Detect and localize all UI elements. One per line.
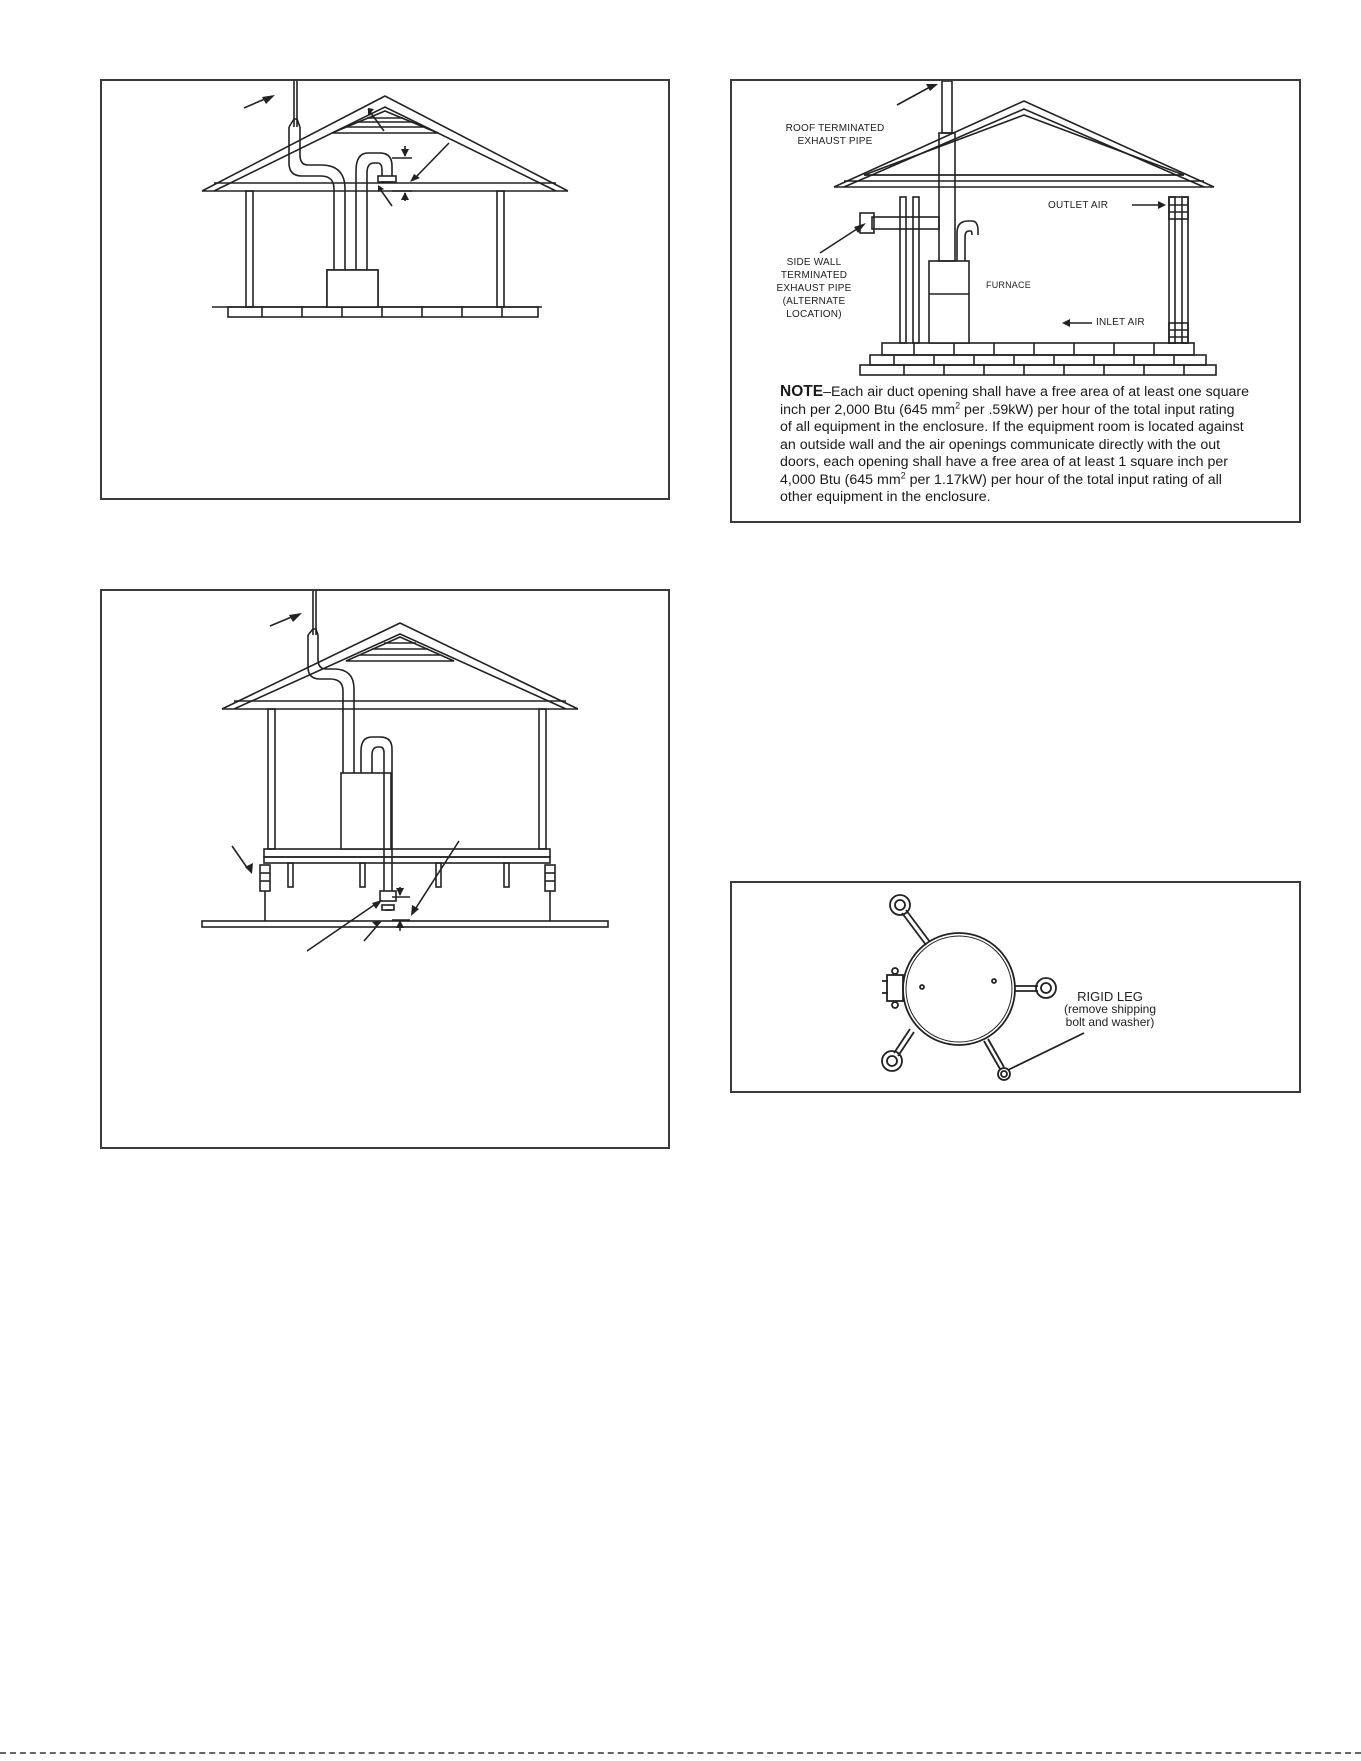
crawlspace-drawing	[102, 591, 667, 1146]
legs-drawing	[732, 883, 1298, 1091]
side-wall-label-line4: (ALTERNATE	[782, 296, 846, 307]
furnace-label: FURNACE	[986, 280, 1031, 290]
page-bottom-rule	[0, 1752, 1361, 1754]
figure-legs	[730, 881, 1301, 1093]
roof-exhaust-label	[770, 122, 900, 148]
enclosure-note	[780, 383, 1250, 507]
side-wall-label-line1: SIDE WALL	[786, 257, 842, 268]
side-wall-label-line5: LOCATION)	[786, 309, 842, 320]
roof-exhaust-label-line2: EXHAUST PIPE	[797, 136, 873, 147]
side-wall-label-line3: EXHAUST PIPE	[776, 283, 852, 294]
rigid-leg-label-line1: RIGID LEG	[1077, 989, 1143, 1004]
rigid-leg-label-line2: (remove shipping	[1063, 1002, 1157, 1016]
note-text-part3: per 1.17kW) per hour of the total input rating of all other equipment in the enclosure.	[780, 471, 1222, 505]
note-text-part1: –Each air duct opening shall have a free area of at least one square inch per 2,000 Btu (645 mm	[780, 384, 1249, 418]
rigid-leg-label-line3: bolt and washer)	[1065, 1015, 1155, 1029]
roof-exhaust-label-line1: ROOF TERMINATED	[785, 123, 885, 134]
note-sup1: 2	[955, 399, 961, 410]
side-wall-label-line2: TERMINATED	[780, 270, 848, 281]
rigid-leg-label	[1050, 990, 1170, 1029]
figure-roof-vent	[100, 79, 670, 500]
inlet-air-label: INLET AIR	[1096, 317, 1145, 328]
roof-vent-drawing	[102, 81, 667, 497]
outlet-air-label: OUTLET AIR	[1048, 200, 1109, 211]
figure-enclosure	[730, 79, 1301, 523]
note-heading: NOTE	[780, 383, 824, 400]
side-wall-label	[774, 256, 854, 321]
note-sup2: 2	[900, 469, 906, 480]
note-text-part2: per .59kW) per hour of the total input rating of all equipment in the enclosure. If the equipment room is located against an outside wall and the air openings communicate directly with the out doors, each opening shall have a free area of at least 1 square inch per 4,000 Btu (645 mm	[780, 401, 1244, 488]
figure-crawlspace	[100, 589, 670, 1149]
